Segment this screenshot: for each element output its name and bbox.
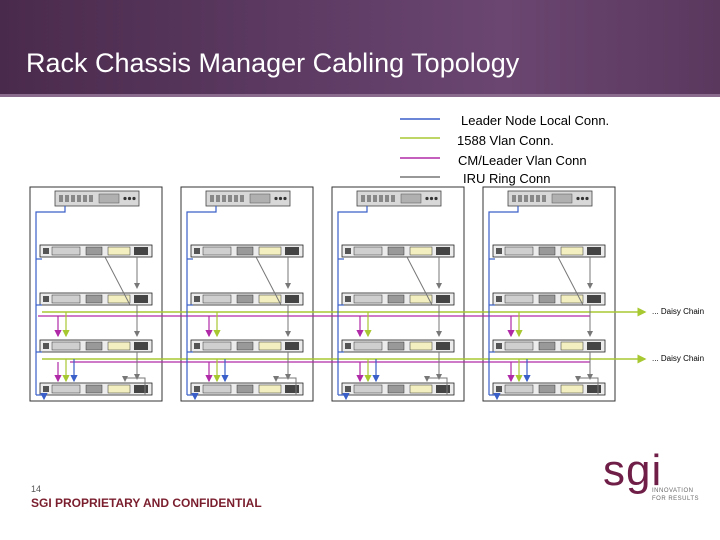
- chassis-led: [43, 248, 49, 254]
- chassis-module: [203, 247, 231, 255]
- server-bay: [83, 195, 87, 202]
- chassis-led: [194, 248, 200, 254]
- legend-label-cm-leader: CM/Leader Vlan Conn: [458, 153, 587, 168]
- server-panel: [99, 194, 119, 203]
- chassis-port: [436, 247, 450, 255]
- server-port: [576, 197, 579, 200]
- logo-tagline-1: INNOVATION: [652, 488, 694, 494]
- server-bay: [89, 195, 93, 202]
- chassis-module: [505, 295, 533, 303]
- chassis-cmc: [539, 385, 555, 393]
- server-bay: [385, 195, 389, 202]
- server-bay: [530, 195, 534, 202]
- chassis-led: [43, 386, 49, 392]
- chassis-port: [285, 295, 299, 303]
- chassis-cmc: [539, 247, 555, 255]
- chassis-led: [345, 343, 351, 349]
- chassis-module: [52, 295, 80, 303]
- server-bay: [222, 195, 226, 202]
- server-port: [434, 197, 437, 200]
- server-bay: [59, 195, 63, 202]
- chassis-port: [587, 342, 601, 350]
- chassis-switch: [108, 385, 130, 393]
- server-port: [128, 197, 131, 200]
- server-bay: [77, 195, 81, 202]
- logo-tagline-2: FOR RESULTS: [652, 496, 700, 502]
- server-bay: [65, 195, 69, 202]
- chassis-switch: [259, 385, 281, 393]
- chassis-cmc: [86, 342, 102, 350]
- chassis-cmc: [86, 385, 102, 393]
- chassis-switch: [410, 342, 432, 350]
- daisy-chain-label-2: ... Daisy Chain: [652, 354, 705, 363]
- chassis-module: [354, 342, 382, 350]
- chassis-cmc: [86, 295, 102, 303]
- chassis-cmc: [237, 295, 253, 303]
- chassis-port: [436, 295, 450, 303]
- chassis-cmc: [539, 295, 555, 303]
- chassis-module: [505, 247, 533, 255]
- server-bay: [240, 195, 244, 202]
- chassis-led: [194, 343, 200, 349]
- chassis-switch: [108, 247, 130, 255]
- server-panel: [250, 194, 270, 203]
- server-bay: [512, 195, 516, 202]
- server-port: [585, 197, 588, 200]
- chassis-port: [587, 247, 601, 255]
- server-panel: [552, 194, 572, 203]
- chassis-switch: [561, 247, 583, 255]
- server-port: [123, 197, 126, 200]
- server-port: [425, 197, 428, 200]
- chassis-port: [285, 247, 299, 255]
- chassis-switch: [108, 342, 130, 350]
- chassis-cmc: [237, 247, 253, 255]
- server-port: [283, 197, 286, 200]
- legend-label-iru-ring: IRU Ring Conn: [463, 171, 551, 186]
- daisy-chain-label-1: ... Daisy Chain: [652, 307, 705, 316]
- server-bay: [542, 195, 546, 202]
- sgi-logo: sgi: [603, 446, 663, 495]
- server-bay: [367, 195, 371, 202]
- server-bay: [536, 195, 540, 202]
- server-bay: [210, 195, 214, 202]
- slide-title: Rack Chassis Manager Cabling Topology: [26, 48, 520, 78]
- chassis-module: [52, 342, 80, 350]
- chassis-switch: [259, 247, 281, 255]
- server-bay: [216, 195, 220, 202]
- chassis-cmc: [237, 385, 253, 393]
- chassis-module: [505, 385, 533, 393]
- chassis-module: [354, 295, 382, 303]
- chassis-led: [43, 296, 49, 302]
- chassis-led: [496, 386, 502, 392]
- chassis-module: [52, 247, 80, 255]
- chassis-module: [354, 385, 382, 393]
- chassis-module: [203, 385, 231, 393]
- server-port: [274, 197, 277, 200]
- server-port: [279, 197, 282, 200]
- legend-label-leader: Leader Node Local Conn.: [461, 113, 610, 128]
- chassis-switch: [561, 385, 583, 393]
- server-bay: [361, 195, 365, 202]
- chassis-led: [496, 248, 502, 254]
- chassis-led: [496, 296, 502, 302]
- server-port: [581, 197, 584, 200]
- chassis-cmc: [539, 342, 555, 350]
- server-bay: [524, 195, 528, 202]
- chassis-port: [436, 342, 450, 350]
- page-number: 14: [31, 484, 42, 494]
- chassis-port: [285, 385, 299, 393]
- server-port: [430, 197, 433, 200]
- chassis-port: [436, 385, 450, 393]
- chassis-led: [345, 248, 351, 254]
- server-bay: [391, 195, 395, 202]
- chassis-port: [134, 247, 148, 255]
- chassis-switch: [259, 342, 281, 350]
- server-bay: [71, 195, 75, 202]
- chassis-led: [43, 343, 49, 349]
- chassis-led: [345, 386, 351, 392]
- chassis-module: [203, 342, 231, 350]
- chassis-port: [134, 342, 148, 350]
- chassis-cmc: [237, 342, 253, 350]
- chassis-led: [194, 386, 200, 392]
- server-panel: [401, 194, 421, 203]
- chassis-switch: [561, 342, 583, 350]
- chassis-module: [505, 342, 533, 350]
- server-bay: [379, 195, 383, 202]
- chassis-cmc: [388, 295, 404, 303]
- server-bay: [234, 195, 238, 202]
- chassis-port: [285, 342, 299, 350]
- chassis-port: [587, 295, 601, 303]
- chassis-led: [345, 296, 351, 302]
- chassis-port: [134, 385, 148, 393]
- server-port: [132, 197, 135, 200]
- server-bay: [518, 195, 522, 202]
- chassis-led: [496, 343, 502, 349]
- chassis-module: [354, 247, 382, 255]
- chassis-led: [194, 296, 200, 302]
- chassis-port: [587, 385, 601, 393]
- chassis-cmc: [388, 247, 404, 255]
- chassis-module: [52, 385, 80, 393]
- server-bay: [228, 195, 232, 202]
- chassis-module: [203, 295, 231, 303]
- chassis-cmc: [86, 247, 102, 255]
- chassis-switch: [410, 247, 432, 255]
- chassis-cmc: [388, 342, 404, 350]
- confidential-footer: SGI PROPRIETARY AND CONFIDENTIAL: [31, 496, 262, 510]
- legend-label-1588: 1588 Vlan Conn.: [457, 133, 554, 148]
- chassis-port: [134, 295, 148, 303]
- chassis-switch: [410, 385, 432, 393]
- chassis-cmc: [388, 385, 404, 393]
- server-bay: [373, 195, 377, 202]
